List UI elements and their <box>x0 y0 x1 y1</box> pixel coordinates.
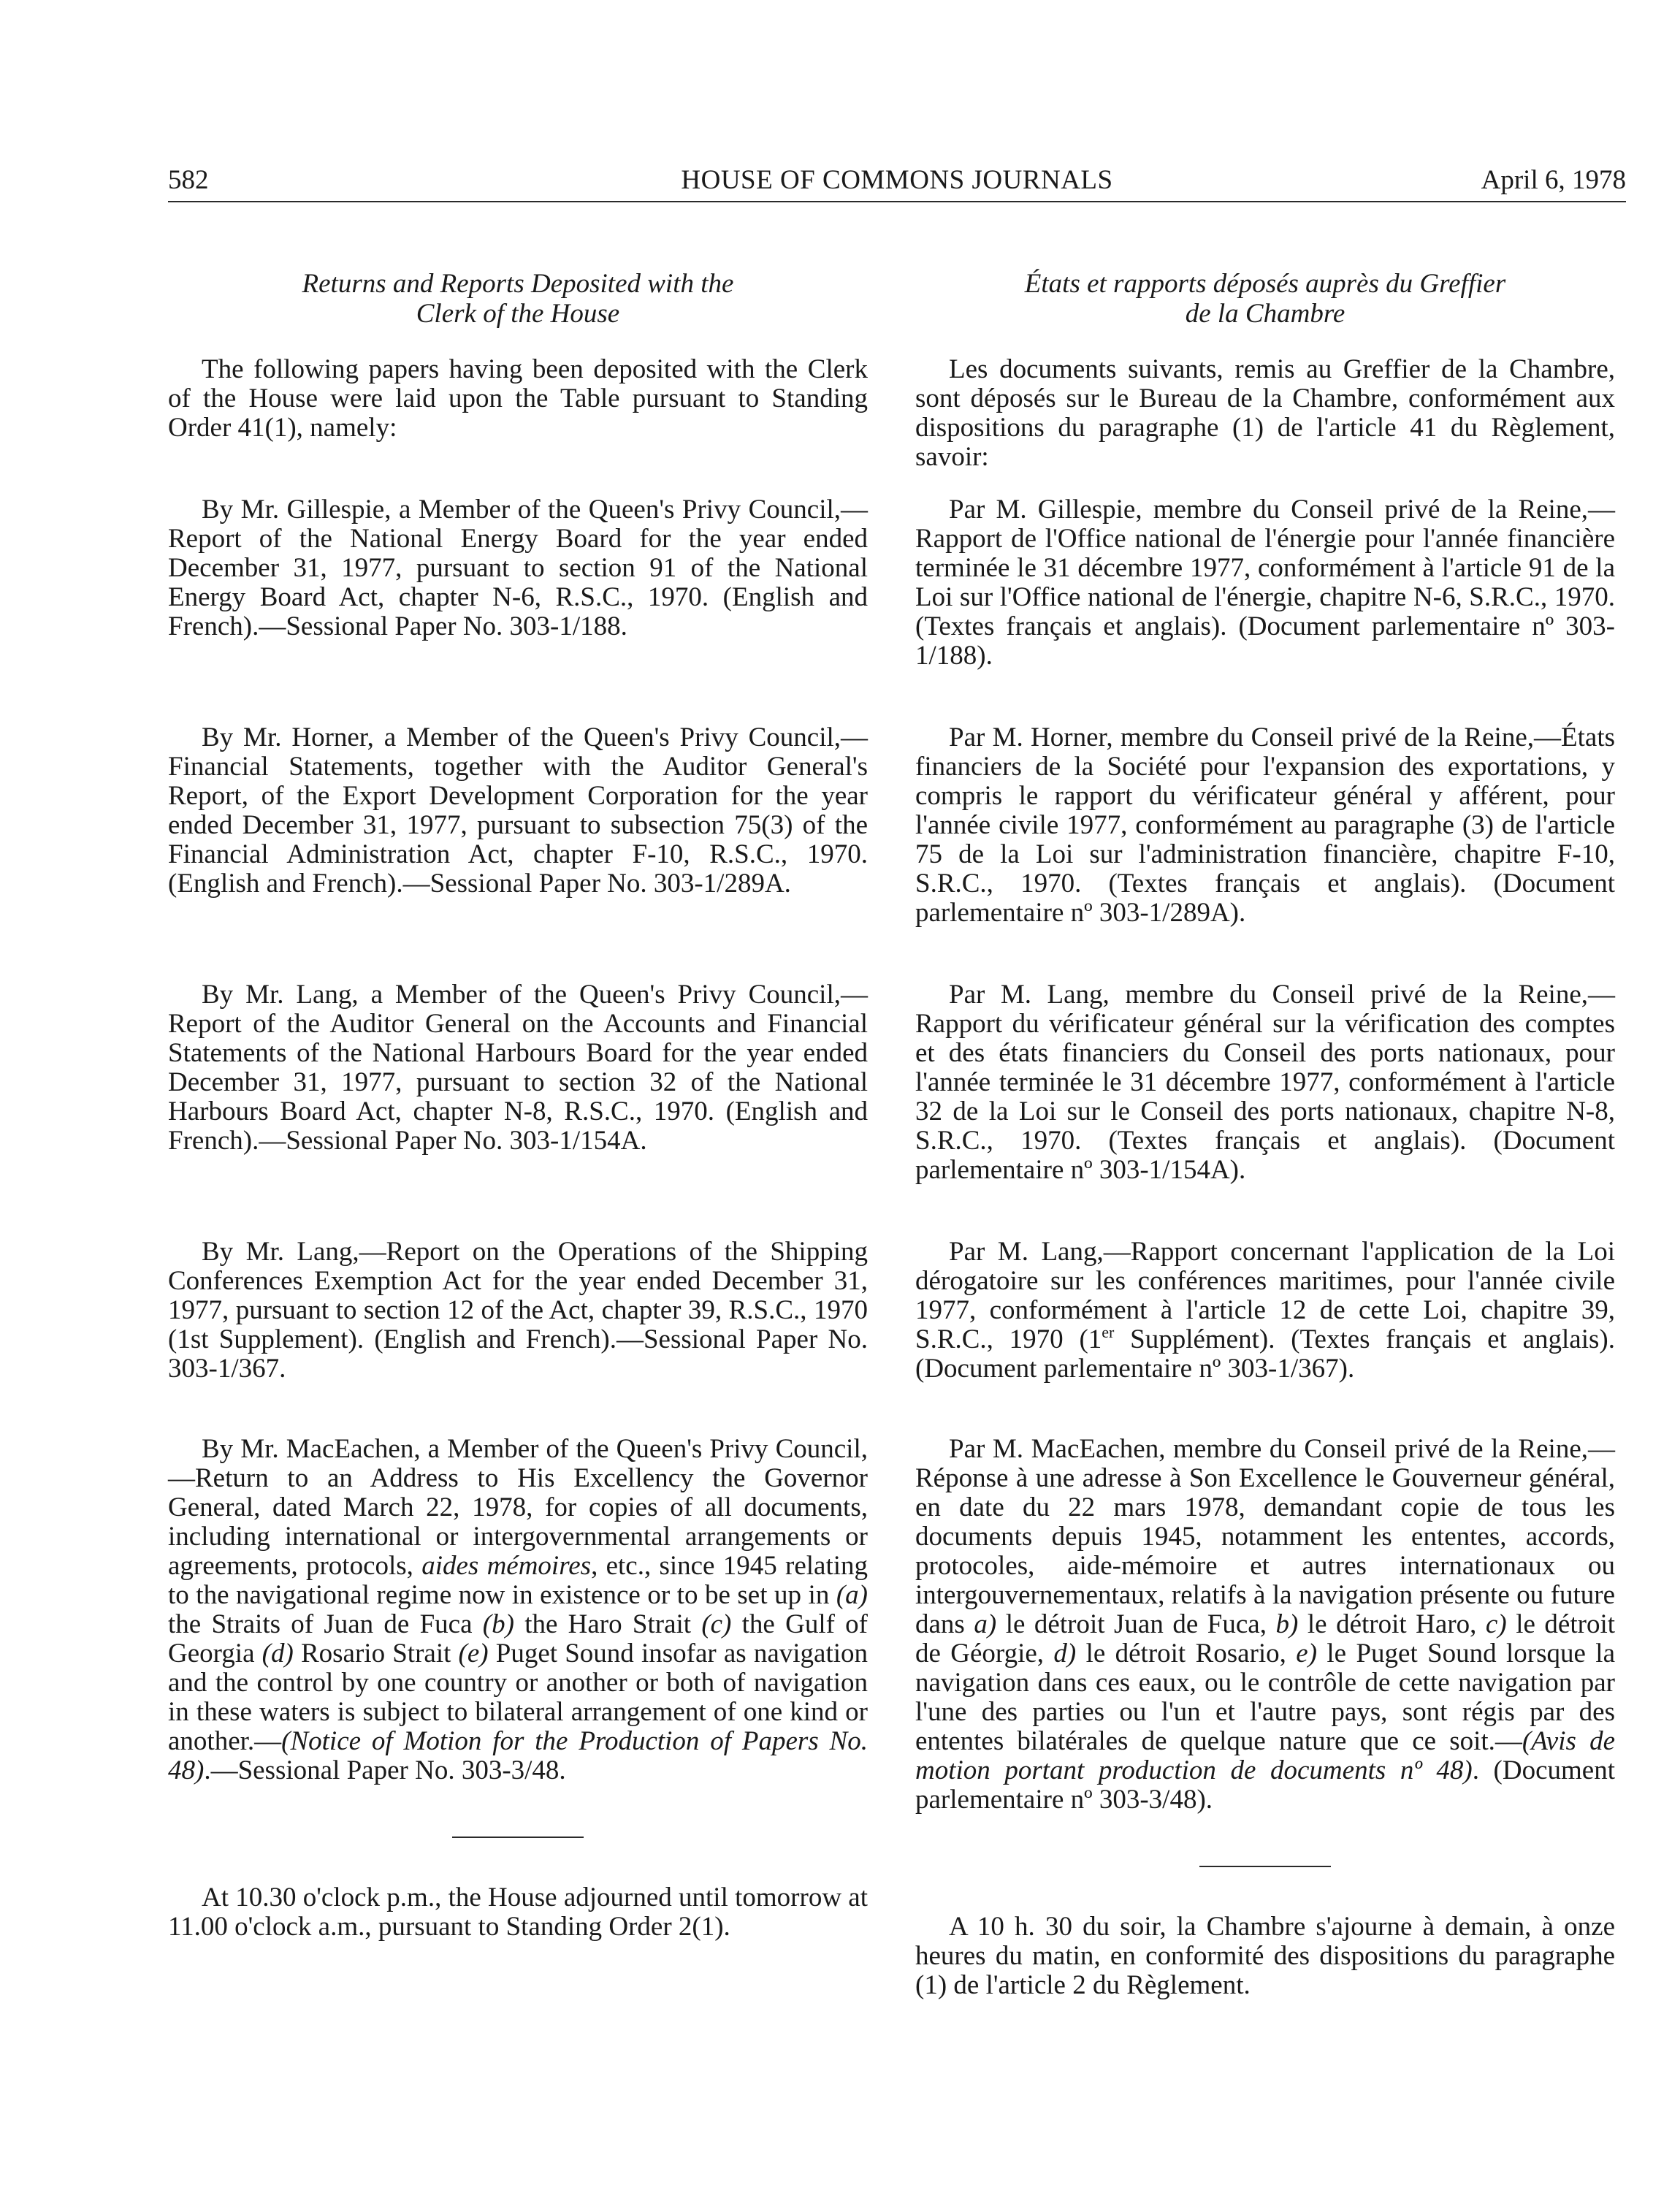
english-column <box>168 269 868 1942</box>
page-date: April 6, 1978 <box>1481 165 1626 195</box>
journal-title: HOUSE OF COMMONS JOURNALS <box>681 165 1113 195</box>
french-item-lang-harbours: Par M. Lang, membre du Conseil privé de la Reine,—Rapport du vérificateur général sur la vérification des comptes et des états financiers du Conseil des ports nationaux, pour l'année terminée le 31 décembre 1977, conformément à l'article 32 de la Loi sur le Conseil des ports nationaux, chapitre N-8, S.R.C., 1970. (Textes français et anglais). (Document parlementaire nº 303-1/154A). <box>915 980 1615 1185</box>
english-section-heading <box>168 269 868 329</box>
french-section-heading <box>915 269 1615 329</box>
english-item-horner: By Mr. Horner, a Member of the Queen's Privy Council,—Financial Statements, together with the Auditor General's Report, of the Export Development Corporation for the year ended December 31, 1977, pursuant to subsection 75(3) of the Financial Administration Act, chapter F-10, R.S.C., 1970. (English and French).—Sessional Paper No. 303-1/289A. <box>168 722 868 899</box>
french-item-lang-shipping: Par M. Lang,—Rapport concernant l'application de la Loi dérogatoire sur les conférences maritimes, pour l'année civile 1977, conformément à l'article 12 de cette Loi, chapitre 39, S.R.C., 1970 (1er Supplément). (Textes français et anglais). (Document parlementaire nº 303-1/367). <box>915 1237 1615 1384</box>
french-intro: Les documents suivants, remis au Greffier de la Chambre, sont déposés sur le Bureau de la Chambre, conformément aux dispositions du paragraphe (1) de l'article 41 du Règlement, savoir: <box>915 354 1615 472</box>
french-item-maceachen: Par M. MacEachen, membre du Conseil privé de la Reine,—Réponse à une adresse à Son Excellence le Gouverneur général, en date du 22 mars 1978, demandant copie de tous les documents depuis 1945, notamment les ententes, accords, protocoles, aide-mémoire et autres internationaux ou intergouvernementaux, relatifs à la navigation présente ou future dans a) le détroit Juan de Fuca, b) le détroit Haro, c) le détroit de Géorgie, d) le détroit Rosario, e) le Puget Sound lorsque la navigation dans ces eaux, ou le contrôle de cette navigation par l'une des parties ou l'un et l'autre pays, sont régis par des ententes bilatérales de quelque nature que ce soit.—(Avis de motion portant production de documents nº 48). (Document parlementaire nº 303-3/48). <box>915 1434 1615 1815</box>
english-adjournment: At 10.30 o'clock p.m., the House adjourned until tomorrow at 11.00 o'clock a.m., pursuant to Standing Order 2(1). <box>168 1883 868 1942</box>
english-heading-line2: Clerk of the House <box>416 299 620 329</box>
english-item-lang-harbours: By Mr. Lang, a Member of the Queen's Privy Council,—Report of the Auditor General on the Accounts and Financial Statements of the National Harbours Board for the year ended December 31, 1977, pursuant to section 32 of the National Harbours Board Act, chapter N-8, R.S.C., 1970. (English and French).—Sessional Paper No. 303-1/154A. <box>168 980 868 1156</box>
french-item-horner: Par M. Horner, membre du Conseil privé de la Reine,—États financiers de la Société pour l'expansion des exportations, y compris le rapport du vérificateur général y afférent, pour l'année civile 1977, conformément au paragraphe (3) de l'article 75 de la Loi sur l'administration financière, chapitre F-10, S.R.C., 1970. (Textes français et anglais). (Document parlementaire nº 303-1/289A). <box>915 722 1615 928</box>
english-item-lang-shipping: By Mr. Lang,—Report on the Operations of the Shipping Conferences Exemption Act for the year ended December 31, 1977, pursuant to section 12 of the Act, chapter 39, R.S.C., 1970 (1st Supplement). (English and French).—Sessional Paper No. 303-1/367. <box>168 1237 868 1384</box>
french-column <box>915 269 1615 2000</box>
french-item-gillespie: Par M. Gillespie, membre du Conseil privé de la Reine,—Rapport de l'Office national de l'énergie pour l'année financière terminée le 31 décembre 1977, conformément à l'article 91 de la Loi sur l'Office national de l'énergie, chapitre N-6, S.R.C., 1970. (Textes français et anglais). (Document parlementaire nº 303-1/188). <box>915 495 1615 671</box>
header-rule <box>168 201 1626 202</box>
french-heading-line1: États et rapports déposés auprès du Greffier <box>1024 269 1506 299</box>
french-section-divider <box>1199 1866 1331 1867</box>
french-adjournment: A 10 h. 30 du soir, la Chambre s'ajourne à demain, à onze heures du matin, en conformité des dispositions du paragraphe (1) de l'article 2 du Règlement. <box>915 1912 1615 2000</box>
english-item-maceachen: By Mr. MacEachen, a Member of the Queen's Privy Council,—Return to an Address to His Excellency the Governor General, dated March 22, 1978, for copies of all documents, including international or intergovernmental arrangements or agreements, protocols, aides mémoires, etc., since 1945 relating to the navigational regime now in existence or to be set up in (a) the Straits of Juan de Fuca (b) the Haro Strait (c) the Gulf of Georgia (d) Rosario Strait (e) Puget Sound insofar as navigation and the control by one country or another or both of navigation in these waters is subject to bilateral arrangement of one kind or another.—(Notice of Motion for the Production of Papers No. 48).—Sessional Paper No. 303-3/48. <box>168 1434 869 1785</box>
english-heading-line1: Returns and Reports Deposited with the <box>302 269 734 299</box>
english-section-divider <box>452 1837 584 1838</box>
english-item-gillespie: By Mr. Gillespie, a Member of the Queen's Privy Council,—Report of the National Energy Board for the year ended December 31, 1977, pursuant to section 91 of the National Energy Board Act, chapter N-6, R.S.C., 1970. (English and French).—Sessional Paper No. 303-1/188. <box>168 495 868 641</box>
english-intro: The following papers having been deposited with the Clerk of the House were laid upon the Table pursuant to Standing Order 41(1), namely: <box>168 354 868 443</box>
french-heading-line2: de la Chambre <box>1185 299 1345 329</box>
page-number: 582 <box>168 165 209 195</box>
page-header <box>168 162 1626 199</box>
